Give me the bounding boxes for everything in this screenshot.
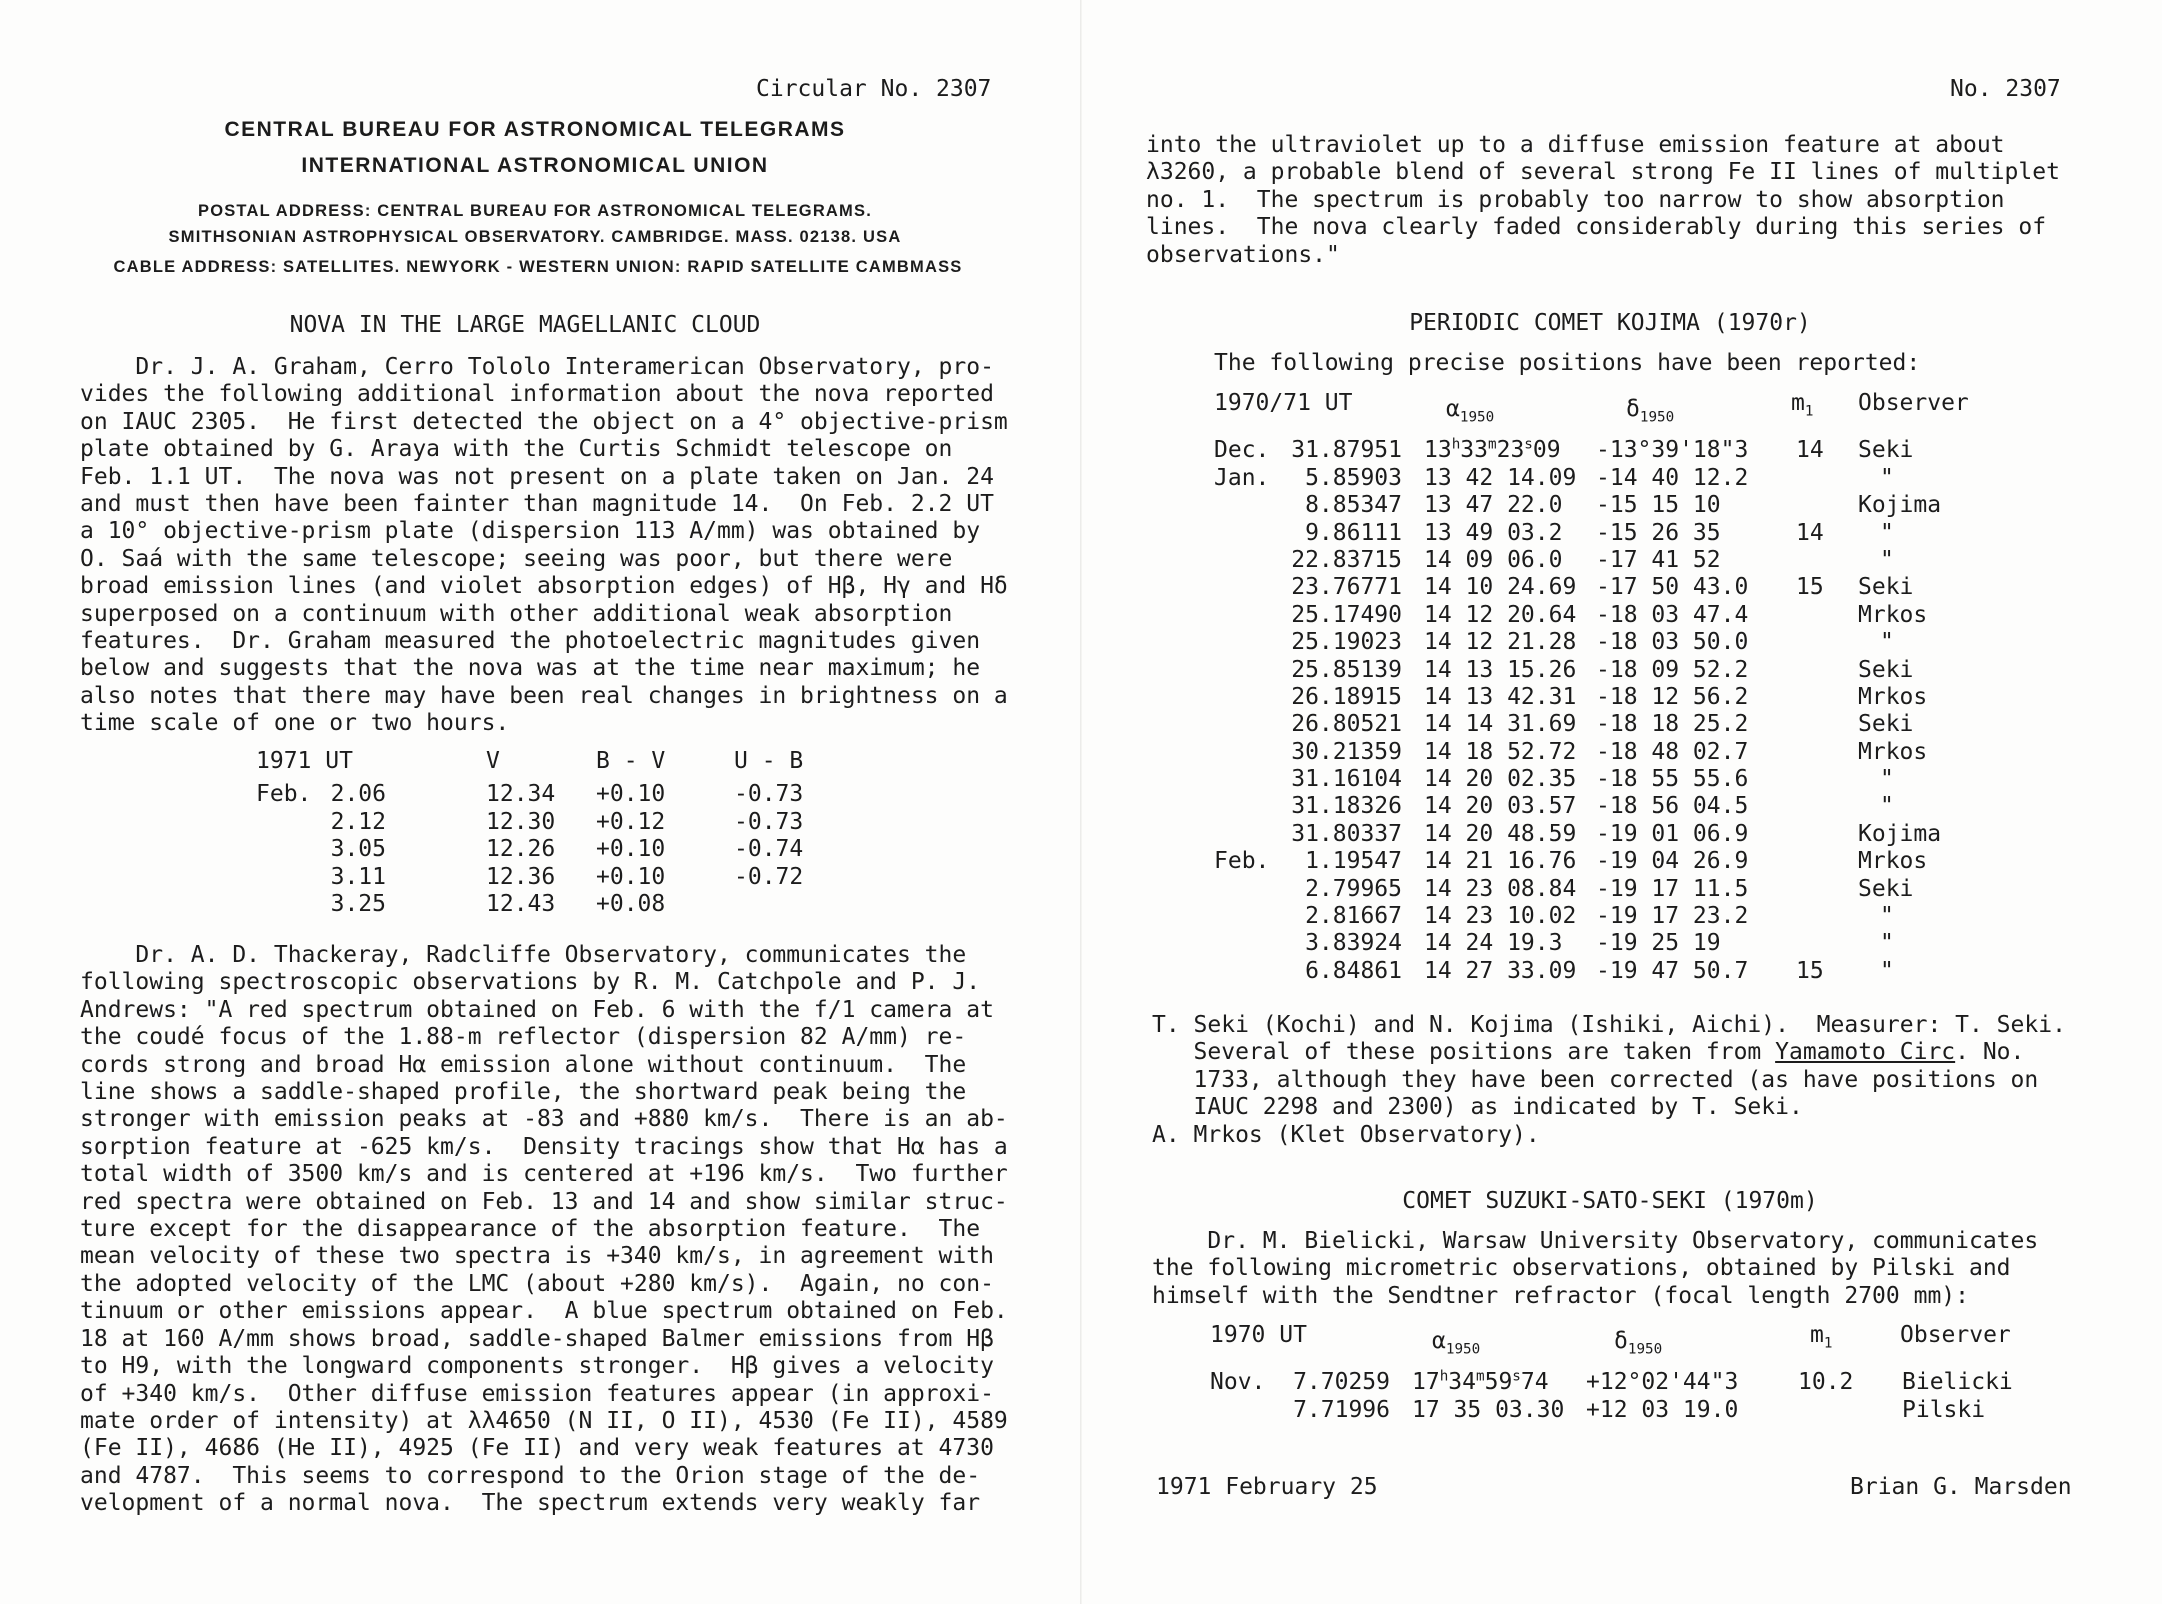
cell-dec: -14 40 12.2 [1596,464,1749,491]
cell-ra: 14 20 48.59 [1424,820,1577,847]
suzuki-header-row [1210,1322,2110,1358]
cell-dec: -19 17 23.2 [1596,903,1749,930]
cell-dec: -15 26 35 [1596,519,1721,546]
cell-ra: 13$^h$33$^m$23$^s$09 [1424,436,1561,464]
cell-observer: Seki [1858,711,1914,738]
cell-observer: " [1880,903,1894,930]
header-observer: Observer [1900,1322,2011,1348]
cell-ra: 14 13 15.26 [1424,656,1577,683]
text-line: lines. The nova clearly faded considerably during this series of [1146,214,2047,241]
page-number: No. 2307 [1950,76,2061,102]
text-line: red spectra were obtained on Feb. 13 and 14 and show similar struc- [80,1188,1008,1215]
kojima-positions-table [1214,390,2114,985]
cell-ra: 14 09 06.0 [1424,546,1563,573]
cell-ub: -0.73 [734,781,804,808]
cell-date: 31.18326 [1291,793,1402,820]
position-row [1214,602,2114,629]
text-line: superposed on a continuum with other additional weak absorption [80,600,953,627]
cell-observer: " [1880,629,1894,656]
cell-observer: " [1880,464,1894,491]
cell-ra: 14 20 02.35 [1424,766,1577,793]
cell-dec: -18 09 52.2 [1596,656,1749,683]
cell-ra: 13 47 22.0 [1424,492,1563,519]
text-line: λ3260, a probable blend of several strong Fe II lines of multiplet [1146,159,2060,186]
cell-ra: 17 35 03.30 [1412,1396,1565,1423]
text-line: of +340 km/s. Other diffuse emission features appear (in approxi- [80,1380,994,1407]
text-line: Feb. 1.1 UT. The nova was not present on a plate taken on Jan. 24 [80,463,994,490]
cell-observer: " [1880,546,1894,573]
cell-observer: " [1880,766,1894,793]
cell-mag: 14 [1796,437,1824,464]
header-dec: $\delta_{1950}$ [1614,1328,1663,1358]
position-row [1214,437,2114,464]
text-line: no. 1. The spectrum is probably too narrow to show absorption [1146,186,2005,213]
text-line: (Fe II), 4686 (He II), 4925 (Fe II) and very weak features at 4730 [80,1435,994,1462]
cell-date: 25.17490 [1291,601,1402,628]
cell-ra: 14 23 10.02 [1424,903,1577,930]
cell-mag: 10.2 [1798,1369,1854,1396]
text-line: O. Saá with the same telescope; seeing was poor, but there were [80,545,953,572]
text-line: mean velocity of these two spectra is +340 km/s, in agreement with [80,1243,994,1270]
suzuki-title: COMET SUZUKI-SATO-SEKI (1970m) [1402,1188,1818,1214]
cell-dec: -18 55 55.6 [1596,766,1749,793]
cell-ra: 13 49 03.2 [1424,519,1563,546]
text-line: below and suggests that the nova was at the time near maximum; he [80,655,981,682]
cell-dec: -17 41 52 [1596,546,1721,573]
cell-dec: -18 03 47.4 [1596,601,1749,628]
cell-ub: -0.74 [734,836,804,863]
cell-observer: " [1880,930,1894,957]
cell-dec: -19 25 19 [1596,930,1721,957]
cell-ra: 14 14 31.69 [1424,711,1577,738]
cell-date: 2.81667 [1305,903,1402,930]
position-row [1214,793,2114,820]
cell-v: 12.26 [486,836,556,863]
cell-date: 2.79965 [1305,875,1402,902]
cell-observer: Kojima [1858,820,1942,847]
cell-date: 23.76771 [1291,574,1402,601]
header-mag: $m_1$ [1791,390,1814,420]
cell-date: 2.06 [330,781,386,808]
union-title: INTERNATIONAL ASTRONOMICAL UNION [301,154,769,177]
cell-date: 1.19547 [1305,848,1402,875]
text-line: tinuum or other emissions appear. A blue spectrum obtained on Feb. [80,1298,1008,1325]
position-row [1214,629,2114,656]
header-bv: B - V [596,748,666,774]
cell-month: Dec. [1214,437,1270,464]
cell-observer: Mrkos [1858,601,1928,628]
cell-observer: Kojima [1858,492,1942,519]
cell-v: 12.30 [486,808,556,835]
position-row [1214,520,2114,547]
header-v: V [486,748,500,774]
text-line: sorption feature at -625 km/s. Density tracings show that Hα has a [80,1133,1008,1160]
photometry-row [256,864,816,891]
position-row [1214,574,2114,601]
text-line: features. Dr. Graham measured the photoelectric magnitudes given [80,628,981,655]
cell-date: 5.85903 [1305,464,1402,491]
cell-date: 7.71996 [1293,1396,1390,1423]
text-line: total width of 3500 km/s and is centered at +196 km/s. Two further [80,1161,1008,1188]
cell-ra: 17$^h$34$^m$59$^s$74 [1412,1368,1549,1396]
position-row [1214,547,2114,574]
cell-bv: +0.08 [596,890,666,917]
header-dec: $\delta_{1950}$ [1626,396,1675,426]
cell-date: 3.83924 [1305,930,1402,957]
cell-observer: " [1880,793,1894,820]
text-line: the coudé focus of the 1.88-m reflector (dispersion 82 A/mm) re- [80,1024,967,1051]
cell-ra: 14 23 08.84 [1424,875,1577,902]
header-observer: Observer [1858,390,1969,416]
text-line: time scale of one or two hours. [80,710,510,737]
text-line: Andrews: "A red spectrum obtained on Feb. 6 with the f/1 camera at [80,996,994,1023]
cell-mag: 14 [1796,519,1824,546]
header-ra: $\alpha_{1950}$ [1432,1328,1481,1358]
position-row [1214,848,2114,875]
cell-bv: +0.10 [596,863,666,890]
text-line: 18 at 160 A/mm shows broad, saddle-shaped Balmer emissions from Hβ [80,1325,994,1352]
cell-month: Feb. [256,781,312,808]
cell-dec: -18 56 04.5 [1596,793,1749,820]
cell-ra: 14 13 42.31 [1424,683,1577,710]
photometry-row [256,836,816,863]
position-row [1214,465,2114,492]
text-line: a 10° objective-prism plate (dispersion 113 A/mm) was obtained by [80,518,981,545]
header-ut: 1971 UT [256,748,353,774]
photometry-row [256,809,816,836]
cell-dec: -17 50 43.0 [1596,574,1749,601]
text-line: the following micrometric observations, obtained by Pilski and [1152,1255,2011,1282]
kojima-title: PERIODIC COMET KOJIMA (1970r) [1409,310,1811,336]
cell-dec: +12°02'44"3 [1586,1369,1739,1396]
cell-ra: 14 18 52.72 [1424,738,1577,765]
position-row [1214,739,2114,766]
text-line: and 4787. This seems to correspond to the Orion stage of the de- [80,1462,981,1489]
photometry-table [256,748,816,918]
cell-dec: +12 03 19.0 [1586,1396,1739,1423]
position-row [1214,766,2114,793]
cell-dec: -19 01 06.9 [1596,820,1749,847]
cell-bv: +0.12 [596,808,666,835]
text-line: mate order of intensity) at λλ4650 (N II, O II), 4530 (Fe II), 4589 [80,1407,1008,1434]
suzuki-observations-table [1210,1322,2110,1424]
cable-address: CABLE ADDRESS: SATELLITES. NEWYORK - WESTERN UNION: RAPID SATELLITE CAMBMASS [113,258,963,276]
cell-month: Jan. [1214,464,1270,491]
text-line: on IAUC 2305. He first detected the object on a 4° objective-prism [80,408,1008,435]
position-row [1210,1369,2110,1396]
header-ut: 1970/71 UT [1214,390,1353,416]
cell-bv: +0.10 [596,836,666,863]
cell-date: 3.05 [330,836,386,863]
cell-v: 12.34 [486,781,556,808]
cell-date: 3.11 [330,863,386,890]
position-row [1214,821,2114,848]
cell-observer: " [1880,957,1894,984]
cell-ra: 14 21 16.76 [1424,848,1577,875]
postal-address-line1: POSTAL ADDRESS: CENTRAL BUREAU FOR ASTRONOMICAL TELEGRAMS. [197,202,872,220]
text-line: cords strong and broad Hα emission alone without continuum. The [80,1051,967,1078]
cell-date: 22.83715 [1291,546,1402,573]
circular-number: Circular No. 2307 [756,76,992,102]
position-row [1214,657,2114,684]
cell-dec: -13°39'18"3 [1596,437,1749,464]
cell-observer: Seki [1858,437,1914,464]
cell-ra: 14 20 03.57 [1424,793,1577,820]
cell-mag: 15 [1796,957,1824,984]
text-line: and must then have been fainter than magnitude 14. On Feb. 2.2 UT [80,491,994,518]
text-line: Dr. J. A. Graham, Cerro Tololo Interamerican Observatory, pro- [80,354,994,380]
cell-dec: -18 12 56.2 [1596,683,1749,710]
mrkos-note: A. Mrkos (Klet Observatory). [1152,1122,1540,1148]
text-line: Dr. M. Bielicki, Warsaw University Observatory, communicates [1152,1228,2039,1254]
continuation-paragraph [1146,132,2060,269]
footer-date: 1971 February 25 [1156,1474,1378,1500]
cell-dec: -18 18 25.2 [1596,711,1749,738]
page-gutter [1080,0,1082,1604]
cell-date: 31.16104 [1291,766,1402,793]
cell-date: 7.70259 [1293,1369,1390,1396]
bureau-title: CENTRAL BUREAU FOR ASTRONOMICAL TELEGRAMS [224,118,846,141]
cell-date: 25.85139 [1291,656,1402,683]
cell-observer: Seki [1858,656,1914,683]
position-row [1210,1397,2110,1424]
kojima-header-row [1214,390,2114,426]
cell-observer: " [1880,519,1894,546]
cell-observer: Seki [1858,875,1914,902]
cell-month: Nov. [1210,1369,1266,1396]
text-line: velopment of a normal nova. The spectrum extends very weakly far [80,1490,981,1517]
position-row [1214,903,2114,930]
cell-date: 3.25 [330,890,386,917]
header-ut: 1970 UT [1210,1322,1307,1348]
seki-note: T. Seki (Kochi) and N. Kojima (Ishiki, Aichi). Measurer: T. Seki. Several of these positions are taken from Yamamoto Circ. No. 1733, although they have been corrected (as have positions on IAUC 2298 and 2300) as indicated by T. Seki. [1152,1012,2066,1121]
graham-paragraph [80,354,1008,738]
cell-date: 31.80337 [1291,820,1402,847]
header-ra: $\alpha_{1950}$ [1446,396,1495,426]
text-line: ture except for the disappearance of the absorption feature. The [80,1216,981,1243]
photometry-row [256,891,816,918]
cell-date: 9.86111 [1305,519,1402,546]
postal-address-line2: SMITHSONIAN ASTROPHYSICAL OBSERVATORY. CAMBRIDGE. MASS. 02138. USA [168,228,902,246]
cell-date: 30.21359 [1291,738,1402,765]
position-row [1214,711,2114,738]
text-line: into the ultraviolet up to a diffuse emission feature at about [1146,132,2005,158]
cell-v: 12.36 [486,863,556,890]
cell-dec: -18 48 02.7 [1596,738,1749,765]
cell-ra: 13 42 14.09 [1424,464,1577,491]
cell-date: 31.87951 [1291,437,1402,464]
nova-section-title: NOVA IN THE LARGE MAGELLANIC CLOUD [289,312,761,338]
text-line: to H9, with the longward components stronger. Hβ gives a velocity [80,1353,994,1380]
cell-date: 26.18915 [1291,683,1402,710]
text-line: observations." [1146,241,1340,268]
text-line: following spectroscopic observations by R. M. Catchpole and P. J. [80,969,981,996]
text-line: broad emission lines (and violet absorption edges) of Hβ, Hγ and Hδ [80,573,1008,600]
cell-ra: 14 12 21.28 [1424,629,1577,656]
text-line: vides the following additional information about the nova reported [80,381,994,408]
cell-date: 26.80521 [1291,711,1402,738]
cell-observer: Mrkos [1858,738,1928,765]
thackeray-paragraph [80,942,1008,1518]
cell-bv: +0.10 [596,781,666,808]
suzuki-paragraph [1152,1228,2038,1310]
footer-author: Brian G. Marsden [1850,1474,2072,1500]
cell-dec: -19 47 50.7 [1596,957,1749,984]
cell-date: 25.19023 [1291,629,1402,656]
kojima-intro: The following precise positions have been reported: [1214,350,1921,376]
position-row [1214,876,2114,903]
cell-ra: 14 27 33.09 [1424,957,1577,984]
cell-dec: -18 03 50.0 [1596,629,1749,656]
cell-date: 2.12 [330,808,386,835]
cell-dec: -19 17 11.5 [1596,875,1749,902]
text-line: line shows a saddle-shaped profile, the shortward peak being the [80,1079,967,1106]
cell-date: 8.85347 [1305,492,1402,519]
cell-dec: -15 15 10 [1596,492,1721,519]
cell-ra: 14 24 19.3 [1424,930,1563,957]
photometry-row [256,781,816,808]
right-page [1090,0,2162,1604]
text-line: stronger with emission peaks at -83 and +880 km/s. There is an ab- [80,1106,1008,1133]
header-mag: $m_1$ [1810,1322,1833,1352]
text-line: himself with the Sendtner refractor (focal length 2700 mm): [1152,1282,1969,1309]
cell-date: 6.84861 [1305,957,1402,984]
text-line: also notes that there may have been real changes in brightness on a [80,682,1008,709]
text-line: the adopted velocity of the LMC (about +280 km/s). Again, no con- [80,1270,994,1297]
photometry-header-row [256,748,816,775]
header-ub: U - B [734,748,804,774]
cell-observer: Seki [1858,574,1914,601]
left-page [0,0,1070,1604]
position-row [1214,958,2114,985]
cell-observer: Bielicki [1902,1369,2013,1396]
cell-observer: Pilski [1902,1396,1986,1423]
cell-ra: 14 12 20.64 [1424,601,1577,628]
position-row [1214,930,2114,957]
text-line: plate obtained by G. Araya with the Curtis Schmidt telescope on [80,436,953,463]
cell-ub: -0.73 [734,808,804,835]
cell-ub: -0.72 [734,863,804,890]
cell-ra: 14 10 24.69 [1424,574,1577,601]
text-line: Dr. A. D. Thackeray, Radcliffe Observatory, communicates the [80,942,967,968]
cell-observer: Mrkos [1858,683,1928,710]
position-row [1214,684,2114,711]
cell-observer: Mrkos [1858,848,1928,875]
cell-month: Feb. [1214,848,1270,875]
cell-dec: -19 04 26.9 [1596,848,1749,875]
position-row [1214,492,2114,519]
cell-v: 12.43 [486,890,556,917]
cell-mag: 15 [1796,574,1824,601]
